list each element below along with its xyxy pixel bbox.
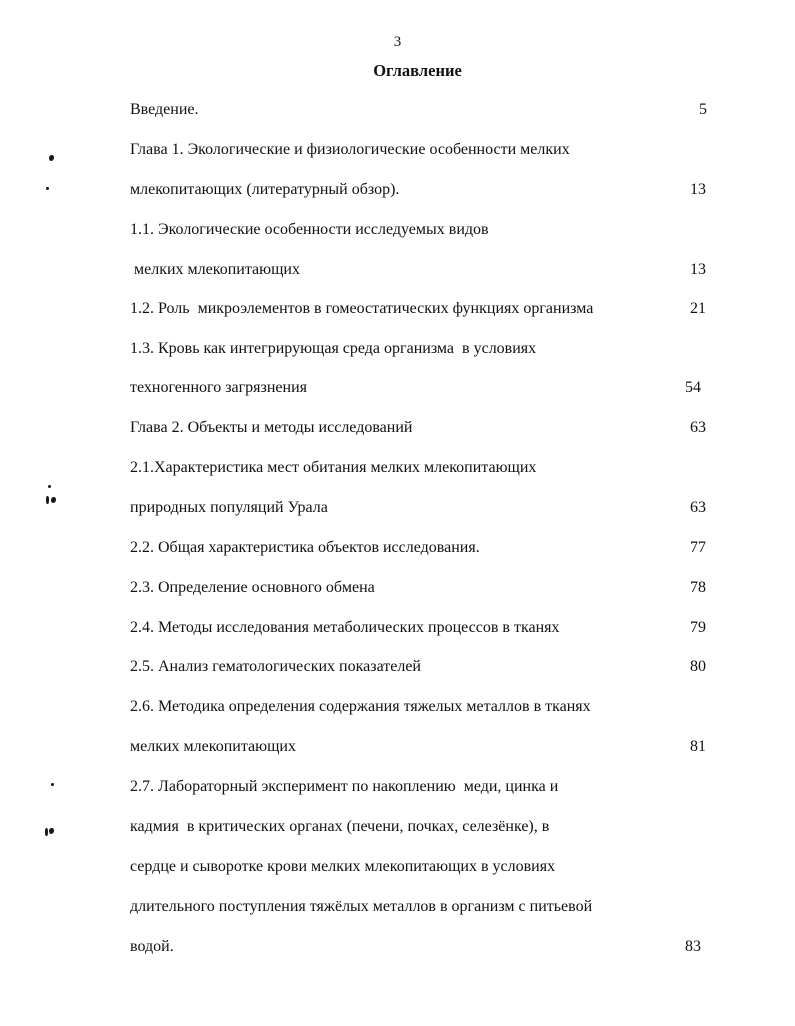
- toc-entry-1-2[interactable]: 1.2. Роль микроэлементов в гомеостатических функциях организма: [130, 300, 594, 317]
- toc-entry-2-6-line1[interactable]: 2.6. Методика определения содержания тяжелых металлов в тканях: [130, 698, 591, 715]
- toc-entry-2-7-line4[interactable]: длительного поступления тяжёлых металлов в организм с питьевой: [130, 898, 593, 915]
- toc-page-2-2: 77: [690, 539, 706, 556]
- toc-entry-chapter2[interactable]: Глава 2. Объекты и методы исследований: [130, 419, 413, 436]
- scan-speck: [51, 783, 54, 786]
- toc-entry-1-3-line1[interactable]: 1.3. Кровь как интегрирующая среда организма в условиях: [130, 340, 537, 357]
- toc-page-2-3: 78: [690, 579, 706, 596]
- scan-speck: [51, 497, 56, 503]
- toc-entry-intro[interactable]: Введение.: [130, 101, 199, 118]
- toc-entry-1-1-line2[interactable]: мелких млекопитающих: [130, 261, 300, 278]
- toc-page-1-3: 54: [685, 379, 701, 396]
- toc-entry-2-3[interactable]: 2.3. Определение основного обмена: [130, 579, 375, 596]
- toc-page-1-2: 21: [690, 300, 706, 317]
- toc-entry-2-7-line3[interactable]: сердце и сыворотке крови мелких млекопитающих в условиях: [130, 858, 556, 875]
- toc-page-2-7: 83: [685, 938, 701, 955]
- toc-entry-2-1-line2[interactable]: природных популяций Урала: [130, 499, 328, 516]
- scan-speck: [46, 187, 49, 190]
- toc-entry-2-5[interactable]: 2.5. Анализ гематологических показателей: [130, 658, 421, 675]
- toc-entry-2-4[interactable]: 2.4. Методы исследования метаболических процессов в тканях: [130, 619, 560, 636]
- toc-page-chapter2: 63: [690, 419, 706, 436]
- toc-page-intro: 5: [699, 101, 707, 118]
- toc-page-1-1: 13: [690, 261, 706, 278]
- toc-page-2-6: 81: [690, 738, 706, 755]
- toc-entry-chapter1-line2[interactable]: млекопитающих (литературный обзор).: [130, 181, 400, 198]
- toc-entry-2-2[interactable]: 2.2. Общая характеристика объектов исследования.: [130, 539, 480, 556]
- scan-speck: [49, 155, 54, 161]
- toc-entry-1-3-line2[interactable]: техногенного загрязнения: [130, 379, 307, 396]
- toc-entry-1-1-line1[interactable]: 1.1. Экологические особенности исследуемых видов: [130, 221, 489, 238]
- scan-speck: [45, 828, 48, 836]
- toc-entry-2-7-line5[interactable]: водой.: [130, 938, 174, 955]
- toc-page-chapter1: 13: [690, 181, 706, 198]
- scan-speck: [49, 828, 54, 834]
- toc-page-2-4: 79: [690, 619, 706, 636]
- toc-entry-2-1-line1[interactable]: 2.1.Характеристика мест обитания мелких млекопитающих: [130, 459, 537, 476]
- toc-entry-2-7-line2[interactable]: кадмия в критических органах (печени, почках, селезёнке), в: [130, 818, 550, 835]
- scan-speck: [48, 485, 51, 488]
- scan-speck: [46, 496, 49, 504]
- toc-entry-2-6-line2[interactable]: мелких млекопитающих: [130, 738, 296, 755]
- toc-title: Оглавление: [373, 61, 462, 80]
- toc-page-2-1: 63: [690, 499, 706, 516]
- toc-entry-chapter1-line1[interactable]: Глава 1. Экологические и физиологические особенности мелких: [130, 141, 570, 158]
- toc-entry-2-7-line1[interactable]: 2.7. Лабораторный эксперимент по накоплению меди, цинка и: [130, 778, 559, 795]
- toc-page-2-5: 80: [690, 658, 706, 675]
- page-number: 3: [393, 34, 402, 50]
